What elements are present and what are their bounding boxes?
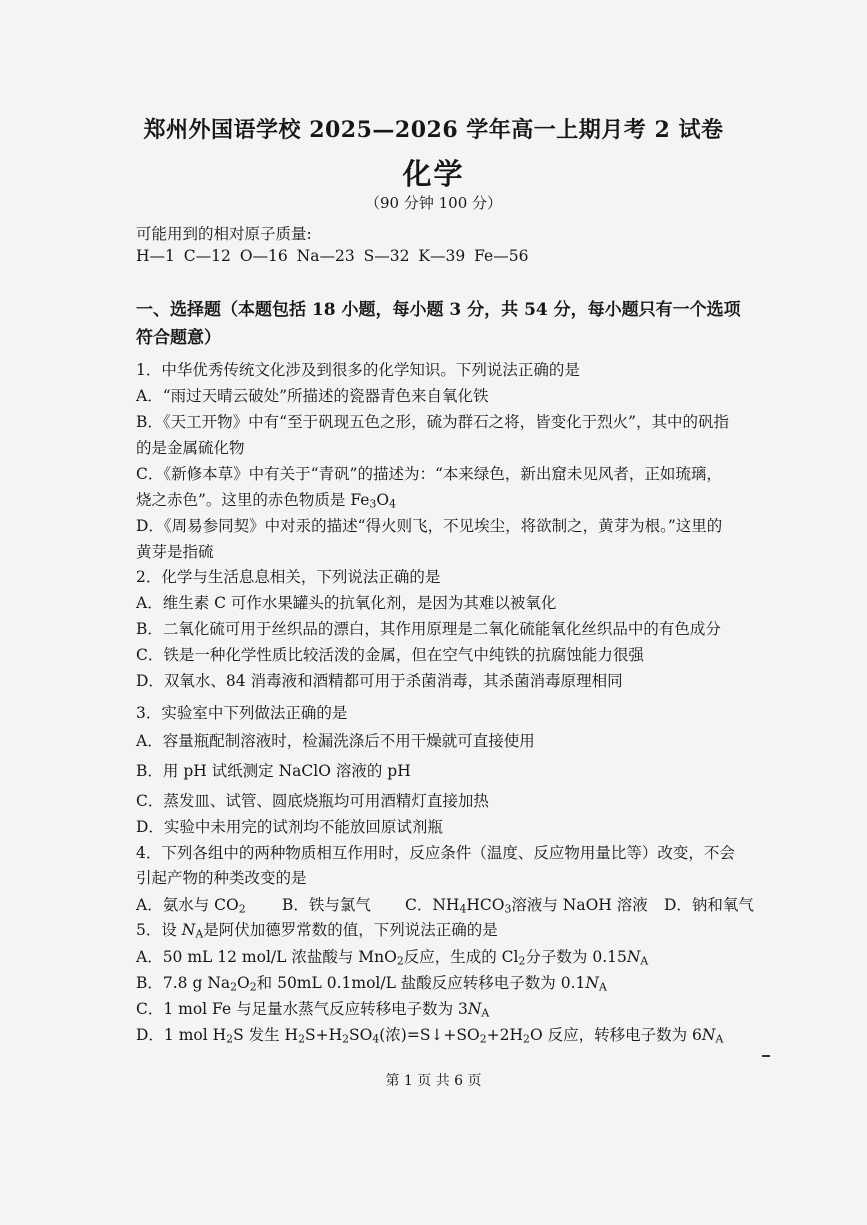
q3-stem: 3．实验室中下列做法正确的是 xyxy=(136,704,348,722)
atomic-mass-intro: 可能用到的相对原子质量: xyxy=(136,225,312,243)
q1-option-d-cont: 黄芽是指硫 xyxy=(136,543,214,561)
q2-option-b: B．二氧化硫可用于丝织品的漂白，其作用原理是二氧化硫能氧化丝织品中的有色成分 xyxy=(136,620,721,638)
q2-option-a: A．维生素 C 可作水果罐头的抗氧化剂，是因为其难以被氧化 xyxy=(136,594,557,612)
q4-option-d: D．钠和氧气 xyxy=(664,896,754,914)
q2-option-c: C．铁是一种化学性质比较活泼的金属，但在空气中纯铁的抗腐蚀能力很强 xyxy=(136,646,644,664)
exam-title: 郑州外国语学校 2025—2026 学年高一上期月考 2 试卷 xyxy=(143,117,724,143)
q1-option-c-cont: 烧之赤色”。这里的赤色物质是 $Fe_3O_4$ xyxy=(136,491,396,511)
page-footer: 第 1 页 共 6 页 xyxy=(385,1073,482,1089)
q3-option-c: C．蒸发皿、试管、圆底烧瓶均可用酒精灯直接加热 xyxy=(136,792,489,810)
q4-stem-cont: 引起产物的种类改变的是 xyxy=(136,869,307,887)
q3-option-b: B．用 pH 试纸测定 NaClO 溶液的 pH xyxy=(136,762,411,780)
q1-option-d: D．《周易参同契》中对汞的描述“得火则飞，不见埃尘，将欲制之，黄芽为根。”这里的 xyxy=(136,517,723,535)
q4-option-a: A．氨水与 $CO_2$ xyxy=(136,896,246,916)
q4-option-b: B．铁与氯气 xyxy=(282,896,371,914)
section-1-heading-cont: 符合题意） xyxy=(136,328,221,348)
q1-option-b-cont: 的是金属硫化物 xyxy=(136,439,245,457)
section-1-heading: 一、选择题（本题包括 18 小题，每小题 3 分，共 54 分，每小题只有一个选项 xyxy=(136,300,741,320)
q4-stem: 4．下列各组中的两种物质相互作用时，反应条件（温度、反应物用量比等）改变，不会 xyxy=(136,844,735,862)
q1-option-a: A．“雨过天晴云破处”所描述的瓷器青色来自氧化铁 xyxy=(136,387,489,405)
q4-option-c: C．$NH_4HCO_3$溶液与 NaOH 溶液 xyxy=(405,896,648,916)
q1-option-b: B．《天工开物》中有“至于矾现五色之形，硫为群石之将，皆变化于烈火”，其中的矾指 xyxy=(136,413,729,431)
q5-option-b: B．7.8 g $Na_2O_2$和 50mL 0.1mol/L 盐酸反应转移电子数为 $0.1N_A$ xyxy=(136,974,607,994)
q1-option-c: C．《新修本草》中有关于“青矾”的描述为：“本来绿色，新出窟未见风者，正如琉璃， xyxy=(136,465,722,483)
q5-option-a: A．50 mL 12 mol/L 浓盐酸与 MnO$_2$反应，生成的 $Cl_2$分子数为 $0.15N_A$ xyxy=(136,948,649,968)
q2-stem: 2．化学与生活息息相关，下列说法正确的是 xyxy=(136,568,441,586)
q1-stem: 1．中华优秀传统文化涉及到很多的化学知识。下列说法正确的是 xyxy=(136,361,580,379)
q5-option-d: D．1 mol $H_2S$ 发生 $H_2S+H_2SO_4$(浓)$=S↓+SO_2+2H_2O$ 反应，转移电子数为 $6N_A$ xyxy=(136,1026,724,1046)
subject-title: 化学 xyxy=(402,157,465,191)
atomic-mass-list: H—1 C—12 O—16 Na—23 S—32 K—39 Fe—56 xyxy=(136,247,529,265)
q3-option-a: A．容量瓶配制溶液时，检漏洗涤后不用干燥就可直接使用 xyxy=(136,732,535,750)
exam-time-score: （90 分钟 100 分） xyxy=(364,194,503,212)
q3-option-d: D．实验中未用完的试剂均不能放回原试剂瓶 xyxy=(136,818,443,836)
margin-mark xyxy=(762,1055,770,1057)
q5-stem: 5．设 $N_A$是阿伏加德罗常数的值，下列说法正确的是 xyxy=(136,921,498,941)
q5-option-c: C．1 mol Fe 与足量水蒸气反应转移电子数为 $3N_A$ xyxy=(136,1000,490,1020)
q2-option-d: D．双氧水、84 消毒液和酒精都可用于杀菌消毒，其杀菌消毒原理相同 xyxy=(136,672,623,690)
